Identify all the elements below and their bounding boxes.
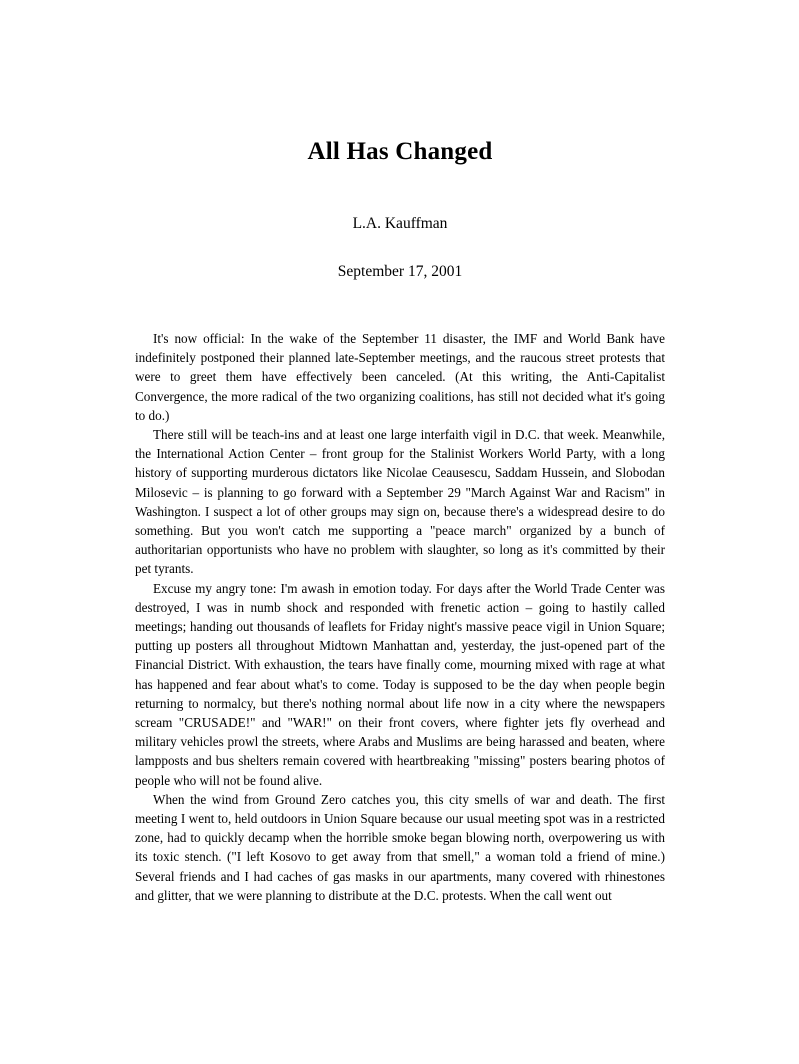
body-paragraph: It's now official: In the wake of the September 11 disaster, the IMF and World Bank have indefinitely postponed their planned late-September meetings, and the raucous street protests that were to greet them have effectively been canceled. (At this writing, the Anti-Capitalist Convergence, the more radical of the two organizing coalitions, has still not decided what it's going to do.) bbox=[135, 331, 665, 423]
body-paragraph: There still will be teach-ins and at least one large interfaith vigil in D.C. that week. Meanwhile, the International Action Center – front group for the Stalinist Workers World Party, with a long history of supporting murderous dictators like Nicolae Ceausescu, Saddam Hussein, and Slobodan Milosevic – is planning to go forward with a September 29 "March Against War and Racism" in Washington. I suspect a lot of other groups may sign on, because there's a widespread desire to do something. But you won't catch me supporting a "peace march" organized by a bunch of authoritarian opportunists who have no problem with slaughter, so long as it's committed by their pet tyrants. bbox=[135, 427, 665, 577]
document-content bbox=[135, 0, 665, 905]
document-title: All Has Changed bbox=[307, 138, 493, 165]
document-body bbox=[135, 329, 665, 905]
document-date: September 17, 2001 bbox=[337, 263, 463, 280]
document-author: L.A. Kauffman bbox=[352, 215, 448, 232]
body-paragraph: When the wind from Ground Zero catches you, this city smells of war and death. The first meeting I went to, held outdoors in Union Square because our usual meeting spot was in a restricted zone, had to quickly decamp when the horrible smoke began blowing north, overpowering us with its toxic stench. ("I left Kosovo to get away from that smell," a woman told a friend of mine.) Several friends and I had caches of gas masks in our apartments, many covered with rhinestones and glitter, that we were planning to distribute at the D.C. protests. When the call went out bbox=[135, 791, 665, 903]
body-paragraph: Excuse my angry tone: I'm awash in emotion today. For days after the World Trade Center was destroyed, I was in numb shock and responded with frenetic action – going to hastily called meetings; handing out thousands of leaflets for Friday night's massive peace vigil in Union Square; putting up posters all throughout Midtown Manhattan and, yesterday, the just-opened part of the Financial District. With exhaustion, the tears have finally come, mourning mixed with rage at what has happened and fear about what's to come. Today is supposed to be the day when people begin returning to normalcy, but there's nothing normal about life now in a city where the newspapers scream "CRUSADE!" and "WAR!" on their front covers, where fighter jets fly overhead and military vehicles prowl the streets, where Arabs and Muslims are being harassed and beaten, where lampposts and bus shelters remain covered with heartbreaking "missing" posters bearing photos of people who will not be found alive. bbox=[135, 580, 665, 788]
